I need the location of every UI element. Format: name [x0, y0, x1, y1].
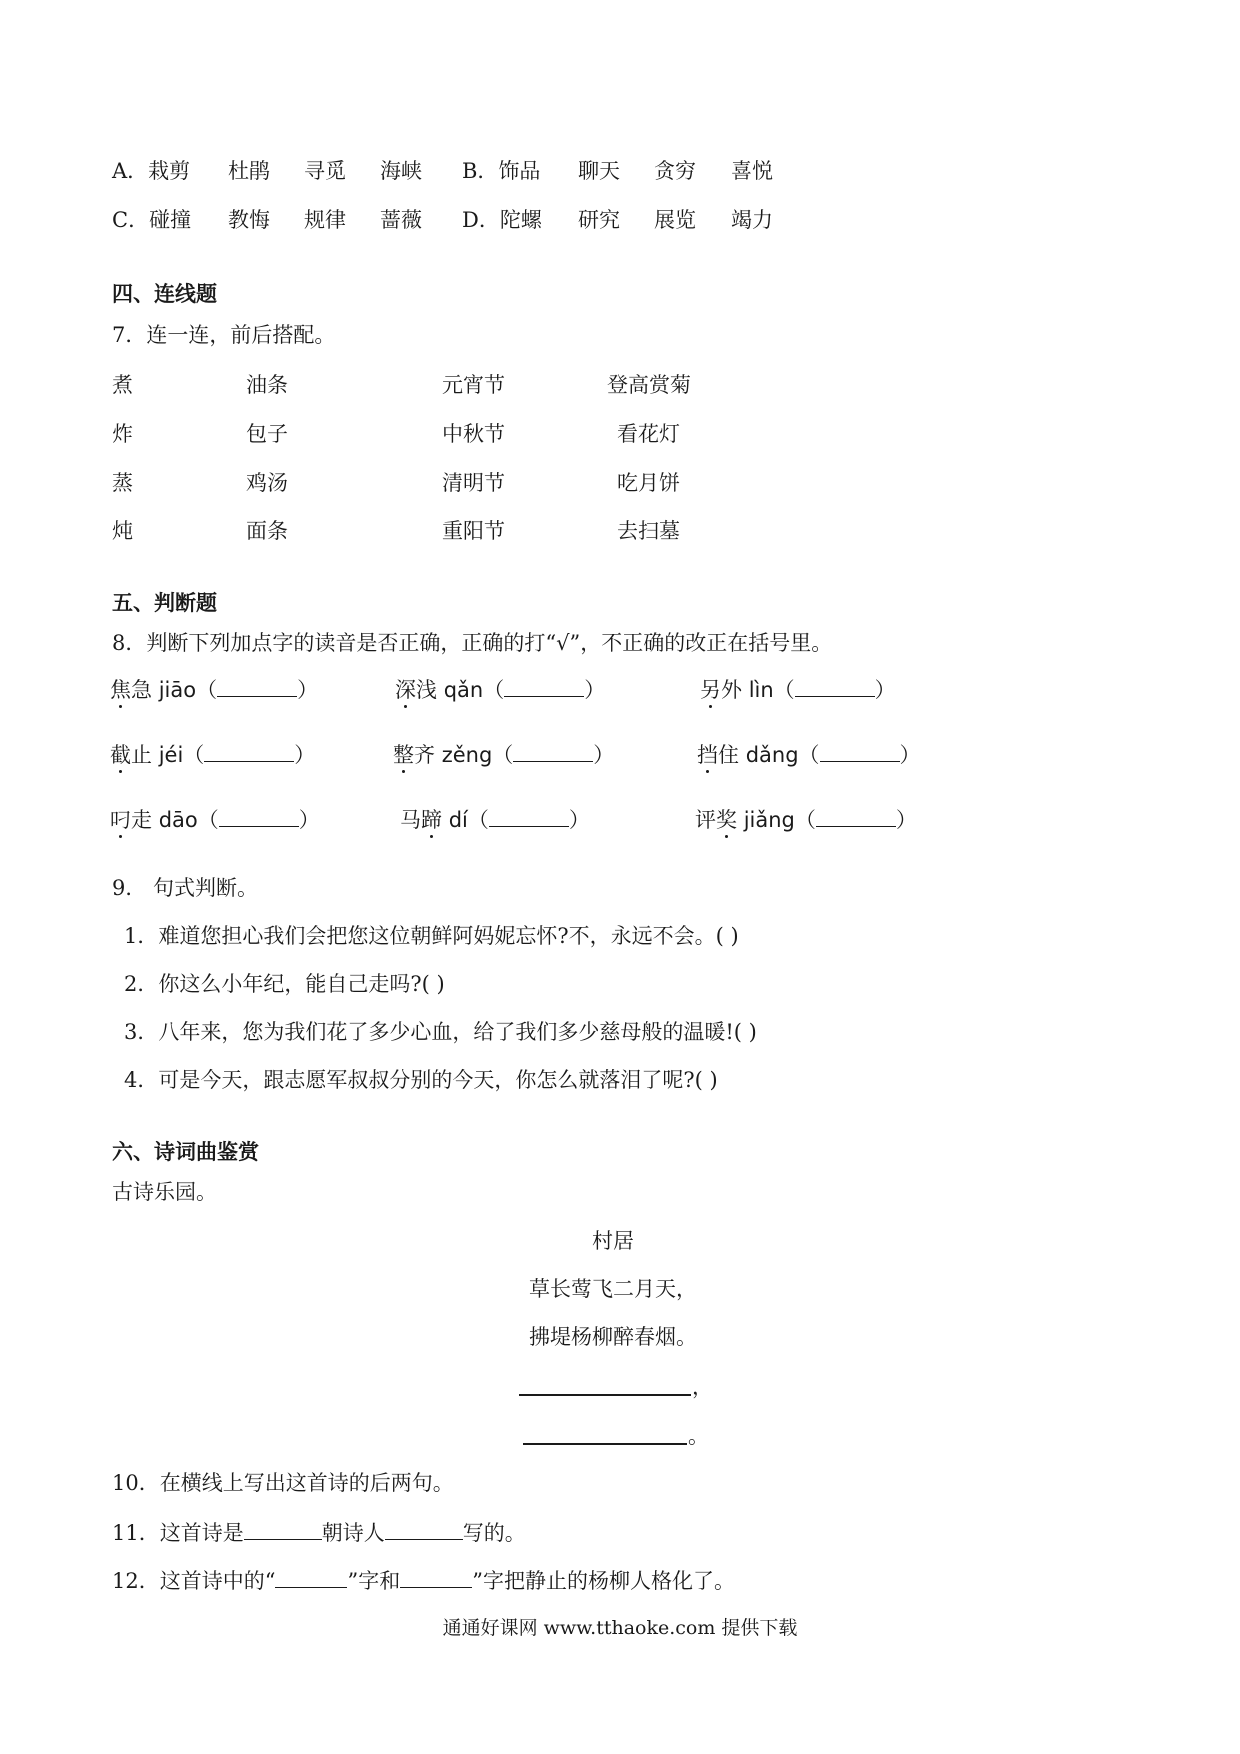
pinyin-item: 深浅 qǎn（ ）: [395, 678, 606, 702]
option-word: 聊天: [578, 159, 620, 183]
sentence-item: 2．你这么小年纪，能自己走吗?( ): [124, 972, 445, 996]
match-item: 包子: [246, 422, 288, 446]
answer-blank[interactable]: [385, 1521, 463, 1540]
dotted-char: 焦: [110, 678, 131, 702]
dotted-char: 深: [395, 678, 416, 702]
dotted-char: 叼: [110, 808, 131, 832]
answer-blank[interactable]: [513, 743, 593, 762]
pinyin-item: 评奖 jiǎng（ ）: [695, 808, 917, 832]
match-item: 油条: [246, 373, 288, 397]
pinyin-item: 挡住 dǎng（ ）: [697, 743, 921, 767]
question-text: 9． 句式判断。: [112, 876, 259, 900]
answer-blank[interactable]: [820, 743, 900, 762]
poem-line: 草长莺飞二月天，: [529, 1277, 697, 1301]
poem-answer-line[interactable]: [523, 1443, 687, 1445]
pinyin-item: 叼走 dāo（ ）: [110, 808, 320, 832]
option-word: 竭力: [731, 208, 773, 232]
match-item: 吃月饼: [617, 471, 680, 495]
section-heading: 六、诗词曲鉴赏: [112, 1140, 259, 1164]
option-word: B．饰品: [462, 159, 541, 183]
sentence-item: 3．八年来，您为我们花了多少心血，给了我们多少慈母般的温暖!( ): [124, 1020, 757, 1044]
poem-title: 村居: [592, 1229, 634, 1253]
sentence-item: 1．难道您担心我们会把您这位朝鲜阿妈妮忘怀?不，永远不会。( ): [124, 924, 739, 948]
pinyin-text: dāo: [158, 808, 198, 832]
answer-blank[interactable]: [204, 743, 294, 762]
pinyin-text: jiǎng: [743, 808, 795, 832]
match-item: 元宵节: [442, 373, 505, 397]
section-heading: 五、判断题: [112, 591, 217, 615]
option-word: 规律: [304, 208, 346, 232]
pinyin-text: jiāo: [158, 678, 197, 702]
poem-answer-line[interactable]: [519, 1394, 691, 1396]
match-item: 去扫墓: [617, 519, 680, 543]
answer-blank[interactable]: [400, 1569, 472, 1588]
option-word: 海峡: [380, 159, 422, 183]
option-word: 寻觅: [304, 159, 346, 183]
pinyin-item: 另外 lìn（ ）: [700, 678, 896, 702]
option-word: C．碰撞: [112, 208, 192, 232]
option-word: 喜悦: [731, 159, 773, 183]
match-item: 清明节: [442, 471, 505, 495]
match-item: 煮: [112, 373, 133, 397]
dotted-char: 蹄: [421, 808, 442, 832]
answer-blank[interactable]: [275, 1569, 347, 1588]
dotted-char: 截: [110, 743, 131, 767]
option-word: 教悔: [228, 208, 270, 232]
pinyin-item: 截止 jéi（ ）: [110, 743, 316, 767]
option-word: 杜鹃: [228, 159, 270, 183]
dotted-char: 整: [393, 743, 414, 767]
match-item: 面条: [246, 519, 288, 543]
pinyin-text: lìn: [748, 678, 774, 702]
match-item: 看花灯: [617, 422, 680, 446]
pinyin-text: zěng: [441, 743, 493, 767]
question-text: 7．连一连，前后搭配。: [112, 323, 336, 347]
option-word: 蔷薇: [380, 208, 422, 232]
answer-blank[interactable]: [504, 678, 584, 697]
dotted-char: 奖: [716, 808, 737, 832]
match-item: 中秋节: [442, 422, 505, 446]
option-word: 研究: [578, 208, 620, 232]
answer-blank[interactable]: [244, 1521, 322, 1540]
answer-blank[interactable]: [219, 808, 299, 827]
poem-line: 拂堤杨柳醉春烟。: [529, 1325, 697, 1349]
sentence-item: 4．可是今天，跟志愿军叔叔分别的今天，你怎么就落泪了呢?( ): [124, 1068, 718, 1092]
match-item: 登高赏菊: [607, 373, 691, 397]
pinyin-text: qǎn: [443, 678, 484, 702]
question-text: 古诗乐园。: [112, 1180, 217, 1204]
pinyin-item: 整齐 zěng（ ）: [393, 743, 615, 767]
pinyin-text: dǎng: [745, 743, 799, 767]
pinyin-text: jéi: [158, 743, 184, 767]
match-item: 鸡汤: [246, 471, 288, 495]
question-text: 11．这首诗是 朝诗人 写的。: [112, 1521, 526, 1545]
answer-blank[interactable]: [816, 808, 896, 827]
question-text: 10．在横线上写出这首诗的后两句。: [112, 1471, 454, 1495]
match-item: 重阳节: [442, 519, 505, 543]
option-word: 贪穷: [654, 159, 696, 183]
section-heading: 四、连线题: [112, 282, 217, 306]
footer-text: 通通好课网 www.tthaoke.com 提供下载: [442, 1617, 798, 1639]
pinyin-item: 马蹄 dí（ ）: [400, 808, 590, 832]
poem-punct: ，: [692, 1375, 713, 1399]
poem-punct: 。: [688, 1424, 709, 1448]
pinyin-item: 焦急 jiāo（ ）: [110, 678, 319, 702]
option-word: 展览: [654, 208, 696, 232]
dotted-char: 挡: [697, 743, 718, 767]
answer-blank[interactable]: [489, 808, 569, 827]
answer-blank[interactable]: [217, 678, 297, 697]
match-item: 炖: [112, 519, 133, 543]
dotted-char: 另: [700, 678, 721, 702]
option-word: A．栽剪: [112, 159, 191, 183]
question-text: 8．判断下列加点字的读音是否正确，正确的打“√”，不正确的改正在括号里。: [112, 631, 833, 655]
answer-blank[interactable]: [795, 678, 875, 697]
match-item: 蒸: [112, 471, 133, 495]
option-word: D．陀螺: [462, 208, 542, 232]
match-item: 炸: [112, 422, 133, 446]
question-text: 12．这首诗中的“ ”字和 ”字把静止的杨柳人格化了。: [112, 1569, 735, 1593]
pinyin-text: dí: [448, 808, 468, 832]
